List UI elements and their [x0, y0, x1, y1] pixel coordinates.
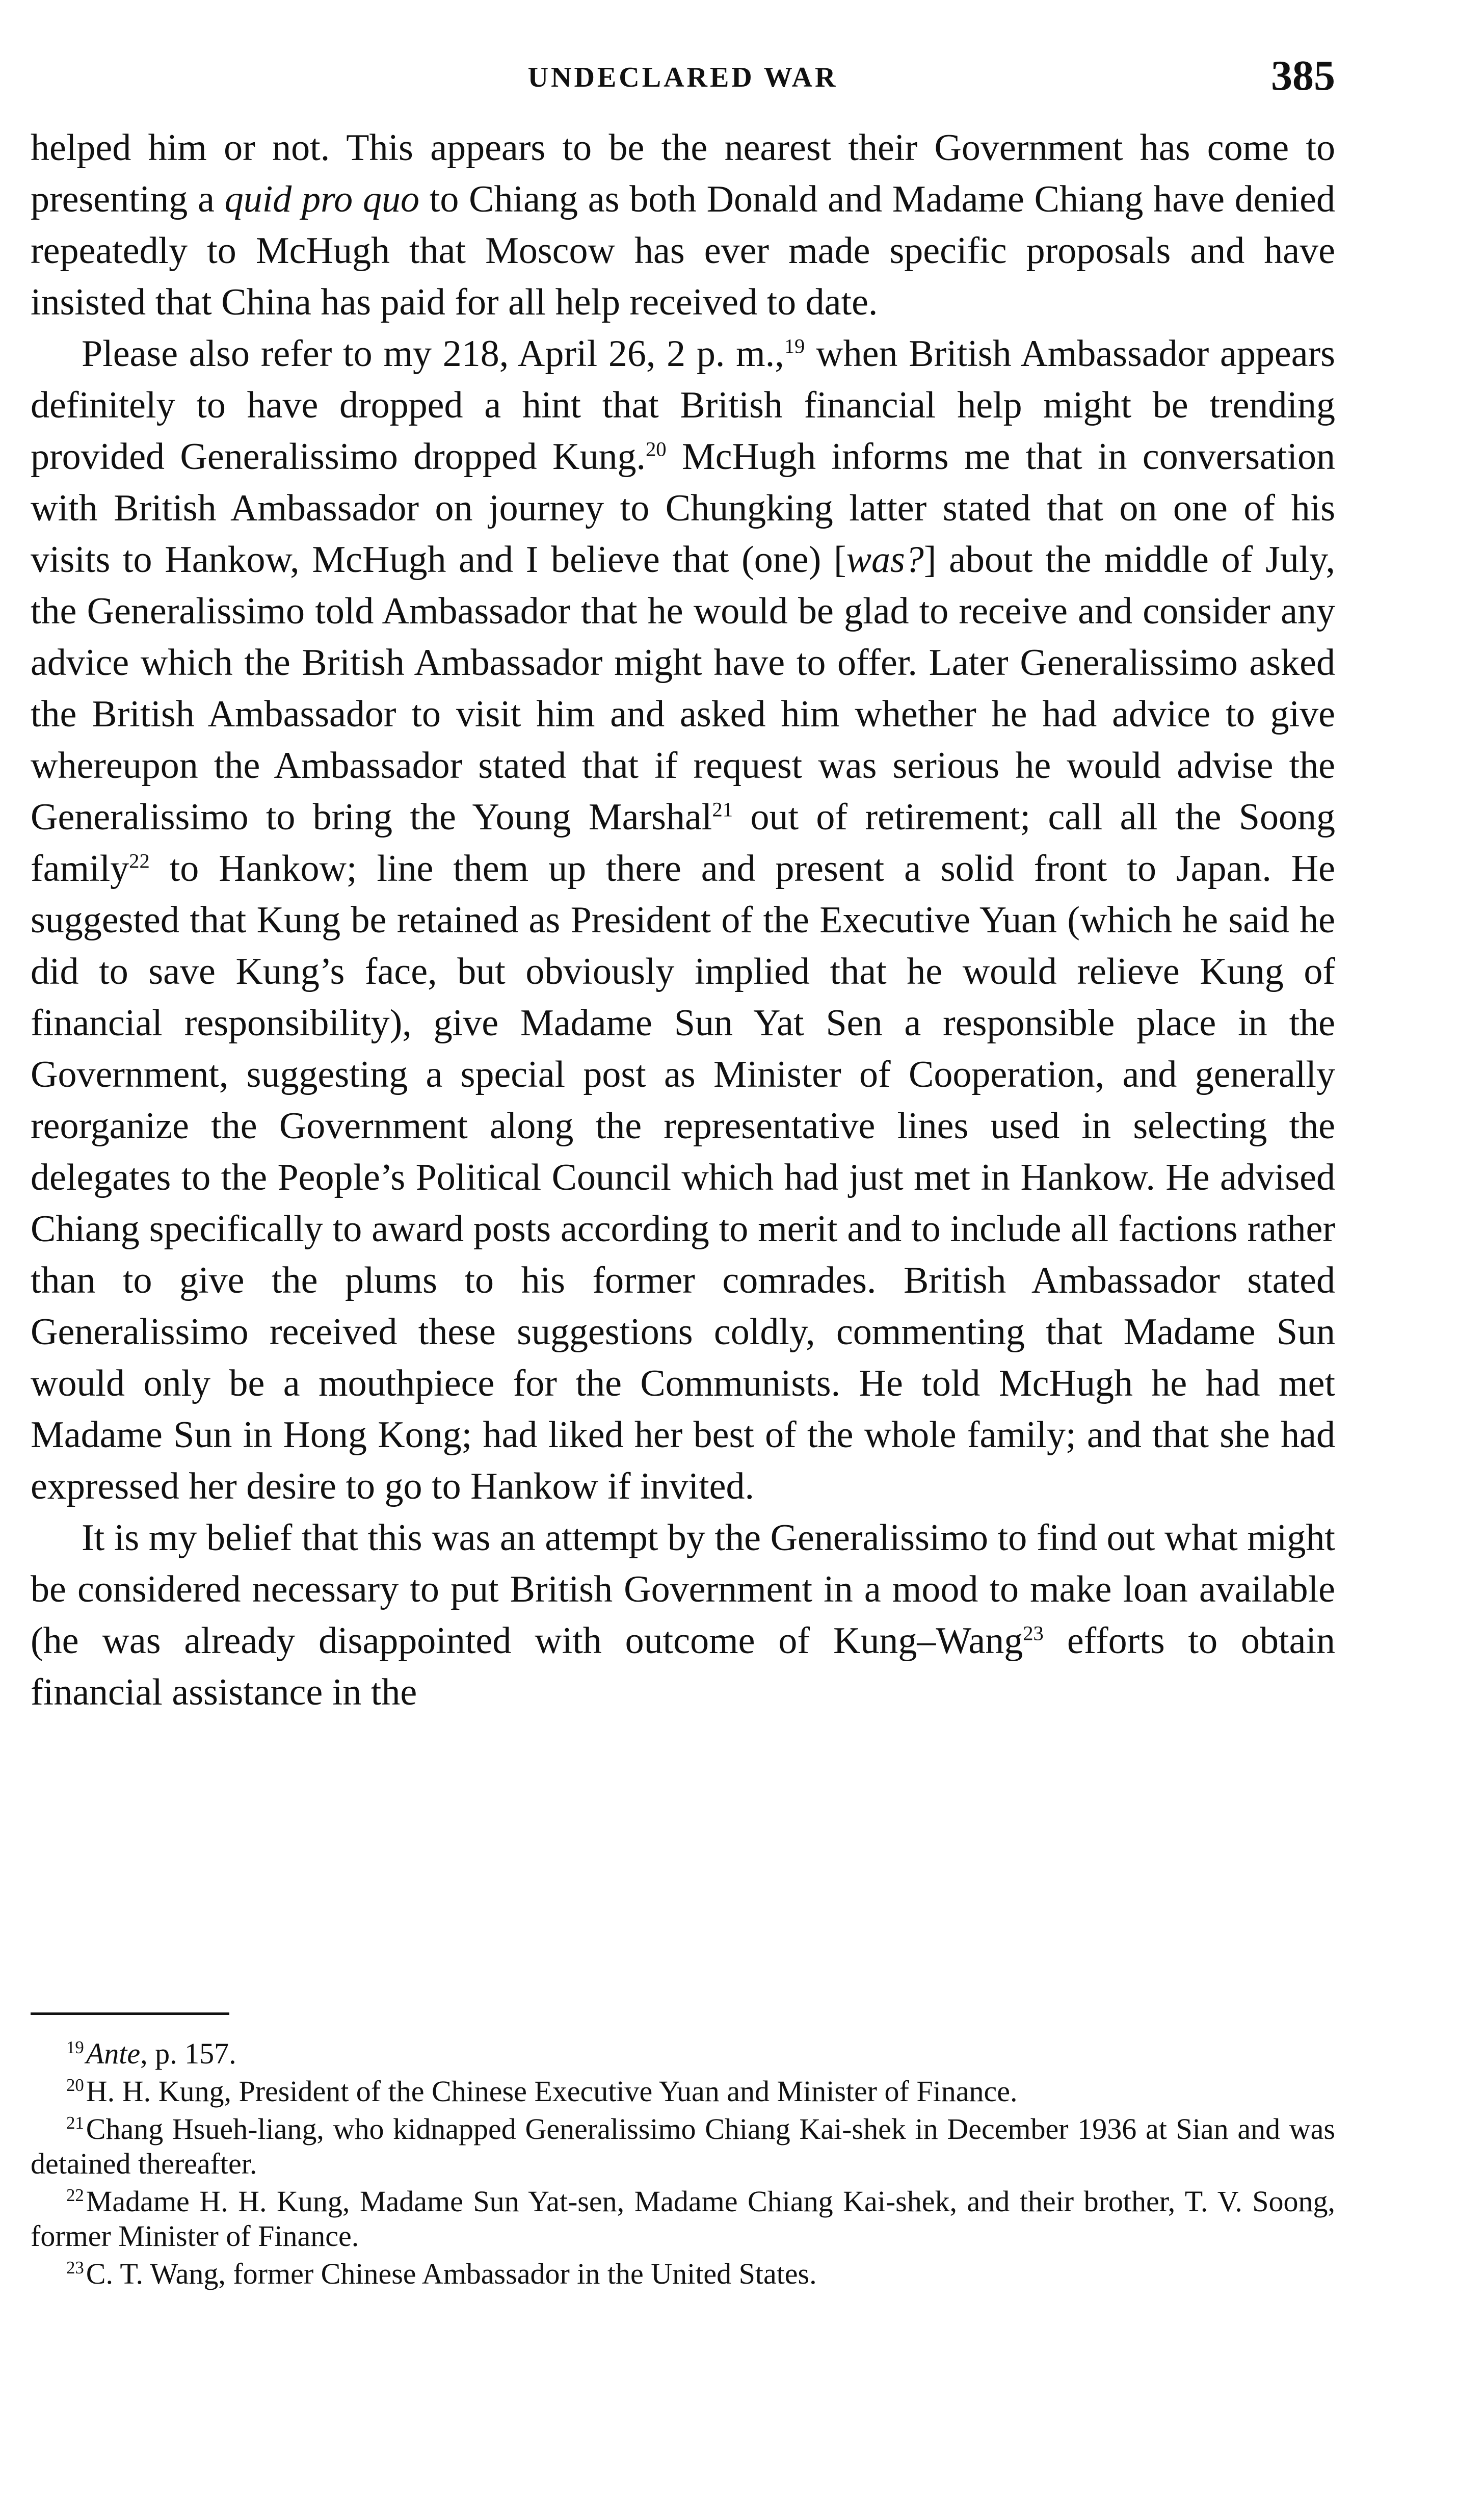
footnote-ref-22: 22 — [129, 849, 150, 873]
text-run: when British Ambassador appears definitely to have dropped a hint that British financial help might be trending provided Generalissimo dropped Kung. — [31, 333, 1335, 478]
text-run: efforts to obtain financial assistance in the — [31, 1620, 1335, 1713]
text-run: helped him or not. This appears to be the nearest their Government has come to presenting a — [31, 127, 1335, 220]
footnote-19 — [31, 2036, 1335, 2071]
footnote-mark: 19 — [66, 2037, 84, 2057]
text-run: out of retirement; call all the Soong family — [31, 796, 1335, 889]
text-run: to Hankow; line them up there and present a solid front to Japan. He suggested that Kung be retained as President of the Executive Yuan (which he said he did to save Kung’s face, but obviously implied that he would relieve Kung of financial responsibility), give Madame Sun Yat Sen a responsible place in the Government, suggesting a special post as Minister of Cooperation, and generally reorganize the Government along the representative lines used in selecting the delegates to the People’s Political Council which had just met in Hankow. He advised Chiang specifically to award posts according to merit and to include all factions rather than to give the plums to his former comrades. British Ambassador stated Generalissimo received these suggestions coldly, commenting that Madame Sun would only be a mouthpiece for the Communists. He told McHugh he had met Madame Sun in Hong Kong; had liked her best of the whole family; and that she had expressed her desire to go to Hankow if invited. — [31, 848, 1335, 1507]
footnote-mark: 20 — [66, 2075, 84, 2095]
text-run: McHugh informs me that in conversation with British Ambassador on journey to Chungking latter stated that on one of his visits to Hankow, McHugh and I believe that (one) [ — [31, 436, 1335, 581]
footnote-mark: 22 — [66, 2185, 84, 2205]
footnote-21 — [31, 2112, 1335, 2181]
page-header — [31, 51, 1335, 107]
footnote-ref-19: 19 — [784, 334, 805, 358]
italic-phrase: quid pro quo — [224, 178, 419, 220]
footnote-ref-23: 23 — [1023, 1621, 1044, 1645]
footnote-ref-21: 21 — [712, 798, 733, 821]
footnote-italic: Ante — [86, 2037, 141, 2070]
footnote-text: Chang Hsueh-liang, who kidnapped Generalissimo Chiang Kai-shek in December 1936 at Sian and was detained thereafter. — [31, 2112, 1335, 2180]
footnote-divider — [31, 2012, 229, 2015]
text-run: It is my belief that this was an attempt by the Generalissimo to find out what might be considered necessary to put British Government in a mood to make loan available (he was already disappointed with outcome of Kung–Wang — [31, 1517, 1335, 1662]
text-run: Please also refer to my 218, April 26, 2 p. m., — [82, 333, 784, 375]
running-head: UNDECLARED WAR — [527, 62, 838, 93]
footnote-text: Madame H. H. Kung, Madame Sun Yat-sen, Madame Chiang Kai-shek, and their brother, T. V. Soong, former Minister of Finance. — [31, 2185, 1335, 2253]
paragraph-2 — [31, 328, 1335, 1512]
italic-phrase: was? — [846, 539, 924, 581]
footnote-mark: 21 — [66, 2112, 84, 2133]
text-run: to Chiang as both Donald and Madame Chiang have denied repeatedly to McHugh that Moscow has ever made specific proposals and have insisted that China has paid for all help received to date. — [31, 178, 1335, 323]
footnote-mark: 23 — [66, 2257, 84, 2278]
footnote-text: C. T. Wang, former Chinese Ambassador in the United States. — [86, 2257, 817, 2290]
paragraph-1 — [31, 122, 1335, 328]
footnotes — [31, 2036, 1335, 2294]
page-number: 385 — [1271, 52, 1335, 99]
paragraph-3 — [31, 1512, 1335, 1718]
footnote-text: , p. 157. — [140, 2037, 236, 2070]
footnote-20 — [31, 2074, 1335, 2109]
body-text — [31, 122, 1335, 1718]
footnote-text: H. H. Kung, President of the Chinese Executive Yuan and Minister of Finance. — [86, 2075, 1018, 2108]
footnote-22 — [31, 2184, 1335, 2254]
footnote-ref-20: 20 — [645, 437, 667, 461]
text-run: ] about the middle of July, the Generalissimo told Ambassador that he would be glad to receive and consider any advice which the British Ambassador might have to offer. Later Generalissimo asked the British Ambassador to visit him and asked him whether he had advice to give whereupon the Ambassador stated that if request was serious he would advise the Generalissimo to bring the Young Marshal — [31, 539, 1336, 838]
footnote-23 — [31, 2257, 1335, 2291]
